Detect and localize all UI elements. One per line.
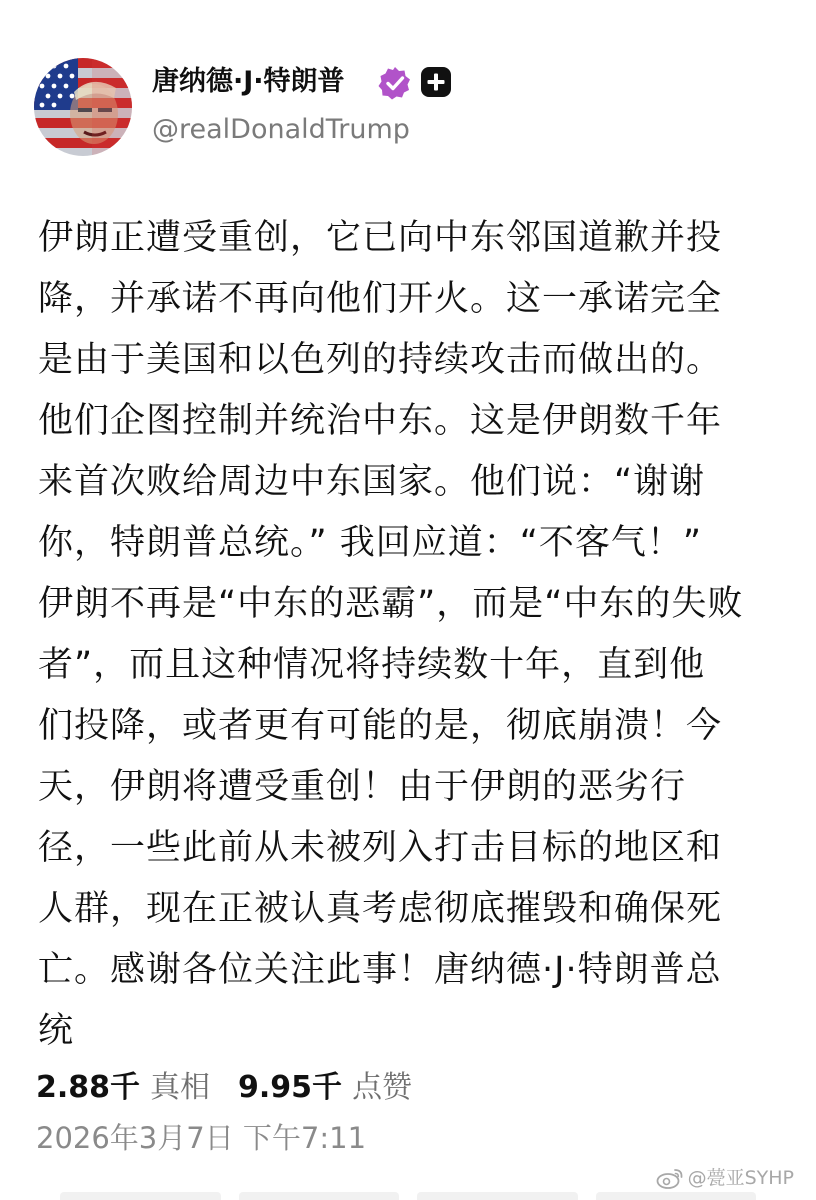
bottom-action-bar xyxy=(0,1192,816,1200)
truths-label[interactable]: 真相 xyxy=(150,1070,211,1105)
likes-count[interactable]: 9.95千 xyxy=(238,1070,343,1105)
post-line: 来首次败给周边中东国家。他们说：“谢谢 xyxy=(38,462,706,502)
bottom-action-placeholder[interactable] xyxy=(60,1192,221,1200)
post-line: 伊朗不再是“中东的恶霸”，而是“中东的失败 xyxy=(38,584,744,624)
post-line: 者”，而且这种情况将持续数十年，直到他 xyxy=(38,645,706,685)
post-line: 统 xyxy=(38,1011,75,1051)
post-line: 他们企图控制并统治中东。这是伊朗数千年 xyxy=(38,401,723,441)
post-line: 们投降，或者更有可能的是，彻底崩溃！今 xyxy=(38,706,723,746)
truths-count[interactable]: 2.88千 xyxy=(36,1070,141,1105)
post-line: 是由于美国和以色列的持续攻击而做出的。 xyxy=(38,340,723,380)
post-body xyxy=(38,208,798,1062)
post-stats xyxy=(36,1066,412,1110)
plus-icon[interactable] xyxy=(420,66,452,98)
user-handle[interactable]: @realDonaldTrump xyxy=(152,114,410,145)
post-line: 亡。感谢各位关注此事！唐纳德·J·特朗普总 xyxy=(38,950,722,990)
likes-label[interactable]: 点赞 xyxy=(352,1070,413,1105)
post-line: 人群，现在正被认真考虑彻底摧毁和确保死 xyxy=(38,889,723,929)
bottom-action-placeholder[interactable] xyxy=(596,1192,757,1200)
avatar[interactable] xyxy=(34,58,132,156)
verified-badge-icon xyxy=(378,66,412,100)
weibo-icon xyxy=(656,1167,684,1189)
post-line: 伊朗正遭受重创，它已向中东邻国道歉并投 xyxy=(38,218,723,258)
post-line: 径，一些此前从未被列入打击目标的地区和 xyxy=(38,828,723,868)
post-line: 你，特朗普总统。” 我回应道：“不客气！” xyxy=(38,523,703,563)
bottom-action-placeholder[interactable] xyxy=(239,1192,400,1200)
post-line: 降，并承诺不再向他们开火。这一承诺完全 xyxy=(38,279,723,319)
post-timestamp: 2026年3月7日 下午7:11 xyxy=(36,1121,367,1155)
display-name[interactable]: 唐纳德·J·特朗普 xyxy=(152,66,345,97)
watermark xyxy=(656,1166,794,1190)
post-line: 天，伊朗将遭受重创！由于伊朗的恶劣行 xyxy=(38,767,687,807)
watermark-text: @甍亚SYHP xyxy=(687,1167,794,1189)
flag-portrait-avatar-icon xyxy=(34,58,132,156)
bottom-action-placeholder[interactable] xyxy=(417,1192,578,1200)
